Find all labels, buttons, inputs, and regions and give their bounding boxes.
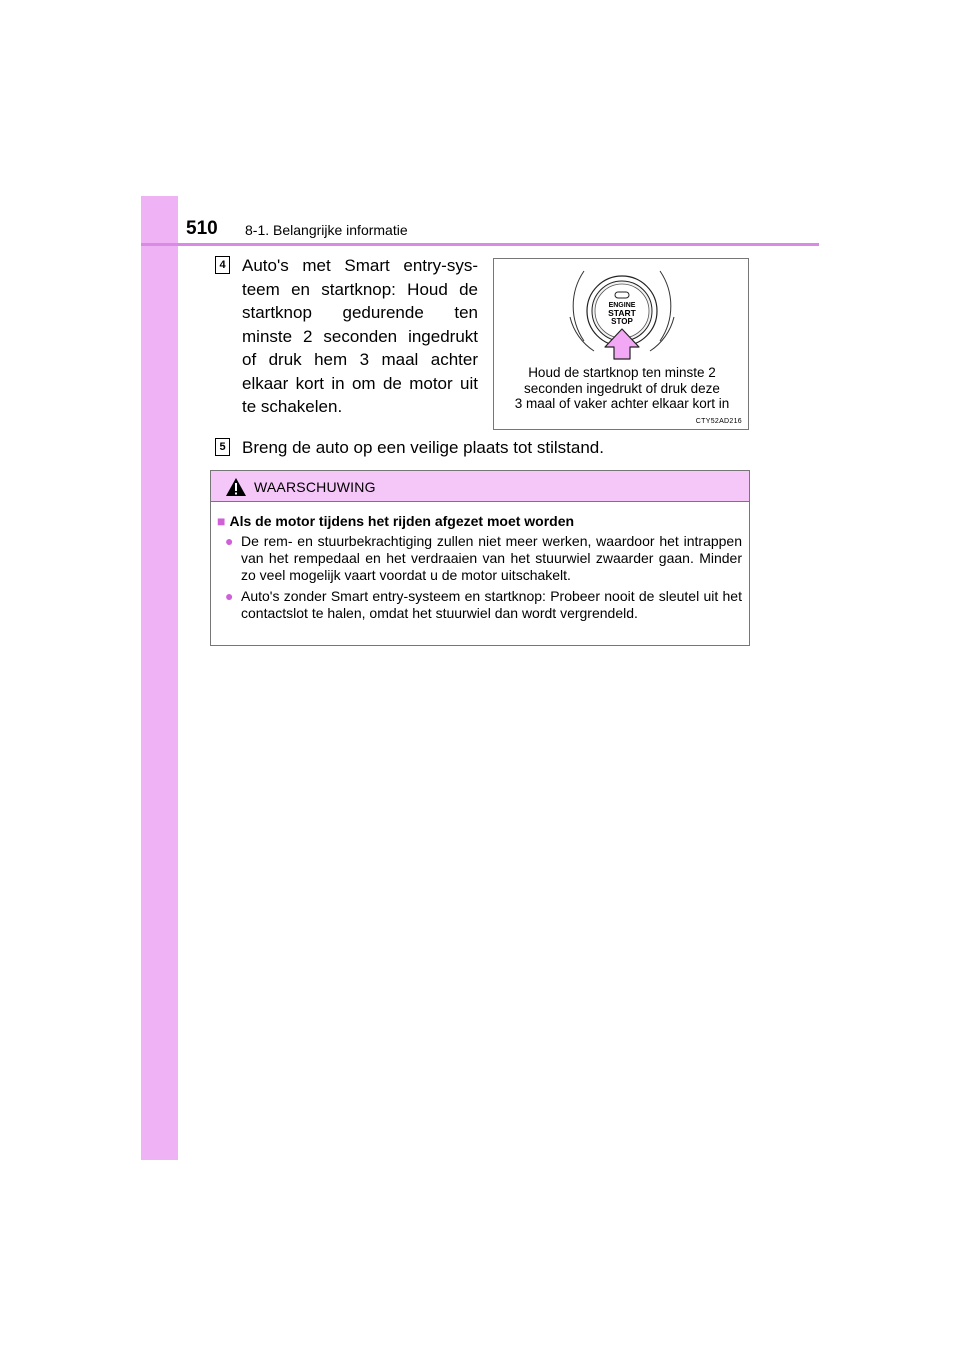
caption-line: 3 maal of vaker achter elkaar kort in [514,396,730,411]
start-label: START [608,308,636,318]
page-number: 510 [186,218,218,239]
bullet-dot-icon: ● [225,588,234,604]
engine-label: ENGINE [608,302,636,309]
section-title: 8-1. Belangrijke informatie [245,222,408,238]
step-number-4: 4 [215,256,230,274]
warning-heading [217,513,574,529]
header-rule [141,243,819,246]
step-4-text: Auto's met Smart entry-sys-teem en startknop: Houd de startknop gedurende ten minste 2 seconden ingedrukt of druk hem 3 maal achter elkaar kort in om de motor uit te schakelen. [242,256,478,416]
square-bullet-icon: ■ [217,513,226,529]
step-5-text: Breng de auto op een veilige plaats tot stilstand. [242,438,604,457]
step-number-5: 5 [215,438,230,456]
caption-line: Houd de startknop ten minste 2 [528,365,716,380]
warning-title: WAARSCHUWING [254,479,376,495]
page-sidebar-tab [141,196,178,1160]
caption-line: seconden ingedrukt of druk deze [524,380,720,396]
engine-start-stop-figure [493,258,749,430]
warning-bullet [225,588,742,622]
warning-header [211,471,749,502]
warning-box [210,470,750,646]
warning-bullet-text: De rem- en stuurbekrachtiging zullen niet meer werken, waardoor het intrappen van het rempedaal en het verdraaien van het stuurwiel zwaarder gaan. Minder zo veel mogelijk vaart voordat u de motor uitschakelt. [241,533,742,583]
warning-bullet-text: Auto's zonder Smart entry-systeem en startknop: Probeer nooit de sleutel uit het contactslot te halen, omdat het stuurwiel dan wordt vergrendeld. [241,588,742,621]
warning-triangle-icon [225,477,247,497]
stop-label: STOP [611,317,633,326]
warning-heading-text: Als de motor tijdens het rijden afgezet moet worden [229,513,575,529]
bullet-dot-icon: ● [225,533,234,549]
warning-bullet [225,533,742,584]
figure-caption [494,365,749,412]
figure-code: CTY52AD216 [695,418,742,425]
